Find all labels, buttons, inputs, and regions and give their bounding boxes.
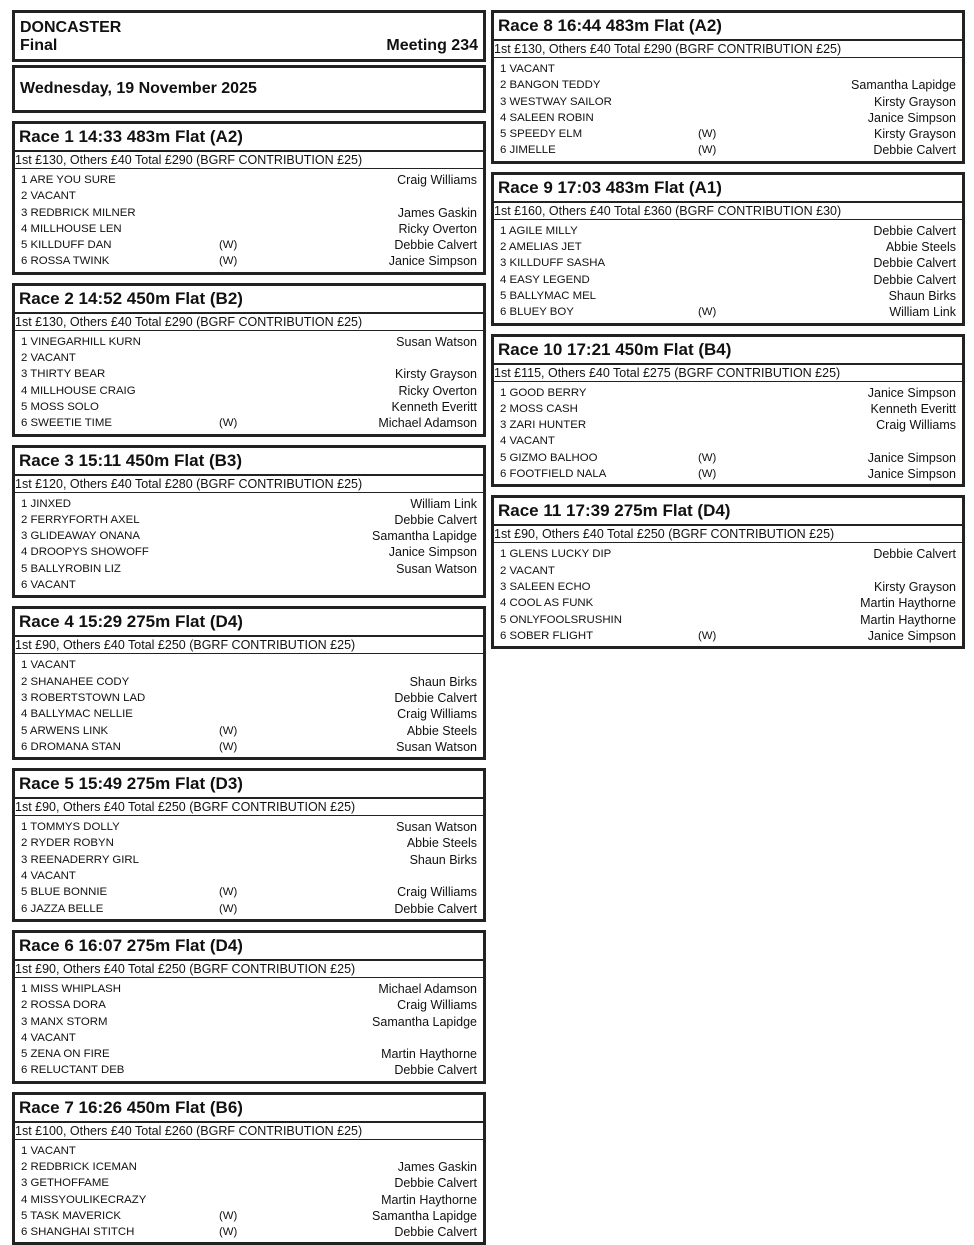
runner-trainer: Kirsty Grayson bbox=[874, 127, 956, 142]
runner-dog-name: 4 VACANT bbox=[21, 1031, 76, 1044]
runner-dog-name: 5 MOSS SOLO bbox=[21, 400, 99, 413]
runner-trainer: Abbie Steels bbox=[885, 240, 956, 255]
race-title: Race 1 14:33 483m Flat (A2) bbox=[15, 124, 483, 152]
runner-trainer: Debbie Calvert bbox=[873, 272, 956, 287]
runner-dog-name: 4 SALEEN ROBIN bbox=[500, 111, 594, 124]
runner-dog-name: 2 VACANT bbox=[500, 564, 555, 577]
runner-dog-name: 4 MILLHOUSE CRAIG bbox=[21, 384, 136, 397]
race-title: Race 4 15:29 275m Flat (D4) bbox=[15, 609, 483, 637]
runner-row bbox=[500, 401, 956, 417]
runner-row bbox=[21, 383, 477, 399]
runner-dog-name: 4 VACANT bbox=[21, 870, 76, 883]
runner-dog-name: 6 BLUEY BOY bbox=[500, 306, 574, 319]
runner-row bbox=[21, 253, 477, 269]
runner-dog-name: 4 DROOPYS SHOWOFF bbox=[21, 546, 149, 559]
runner-wide-seed: (W) bbox=[219, 1209, 238, 1222]
race-title: Race 9 17:03 483m Flat (A1) bbox=[494, 175, 962, 203]
runner-row bbox=[21, 981, 477, 997]
runner-trainer: William Link bbox=[889, 305, 956, 320]
runner-dog-name: 6 RELUCTANT DEB bbox=[21, 1064, 125, 1077]
race-prize: 1st £130, Others £40 Total £290 (BGRF CONTRIBUTION £25) bbox=[15, 314, 483, 331]
runner-trainer: Craig Williams bbox=[397, 998, 477, 1013]
runner-wide-seed: (W) bbox=[698, 468, 717, 481]
runner-dog-name: 1 ARE YOU SURE bbox=[21, 174, 116, 186]
runner-row bbox=[21, 901, 477, 917]
race-prize: 1st £120, Others £40 Total £280 (BGRF CONTRIBUTION £25) bbox=[15, 476, 483, 493]
runner-dog-name: 5 TASK MAVERICK bbox=[21, 1209, 122, 1222]
runner-dog-name: 4 COOL AS FUNK bbox=[500, 597, 594, 610]
runner-list bbox=[15, 1140, 483, 1243]
race-card bbox=[12, 121, 486, 275]
runner-dog-name: 3 KILLDUFF SASHA bbox=[500, 257, 606, 270]
race-card bbox=[12, 606, 486, 760]
runner-row bbox=[500, 466, 956, 482]
runner-trainer: Debbie Calvert bbox=[394, 901, 477, 916]
race-prize: 1st £115, Others £40 Total £275 (BGRF CONTRIBUTION £25) bbox=[494, 365, 962, 382]
race-title: Race 11 17:39 275m Flat (D4) bbox=[494, 498, 962, 526]
race-prize: 1st £160, Others £40 Total £360 (BGRF CONTRIBUTION £30) bbox=[494, 203, 962, 220]
meeting-header bbox=[12, 10, 486, 62]
runner-wide-seed: (W) bbox=[698, 128, 717, 141]
runner-wide-seed: (W) bbox=[219, 724, 238, 737]
runner-row bbox=[21, 884, 477, 900]
runner-dog-name: 4 BALLYMAC NELLIE bbox=[21, 708, 133, 721]
runner-dog-name: 3 WESTWAY SAILOR bbox=[500, 95, 612, 108]
race-prize: 1st £100, Others £40 Total £260 (BGRF CONTRIBUTION £25) bbox=[15, 1123, 483, 1140]
date-header bbox=[12, 65, 486, 113]
meeting-date: Wednesday, 19 November 2025 bbox=[20, 80, 257, 97]
runner-dog-name: 2 FERRYFORTH AXEL bbox=[21, 513, 140, 526]
runner-trainer: Samantha Lapidge bbox=[372, 1208, 477, 1223]
runner-row bbox=[500, 110, 956, 126]
runner-trainer: Debbie Calvert bbox=[873, 547, 956, 562]
card-status: Final bbox=[20, 37, 58, 54]
runner-dog-name: 3 REENADERRY GIRL bbox=[21, 853, 139, 866]
right-column bbox=[491, 10, 965, 649]
runner-dog-name: 2 VACANT bbox=[21, 352, 76, 365]
runner-dog-name: 1 VACANT bbox=[21, 1144, 76, 1157]
runner-row bbox=[500, 142, 956, 158]
runner-dog-name: 3 ZARI HUNTER bbox=[500, 419, 587, 432]
race-title: Race 3 15:11 450m Flat (B3) bbox=[15, 448, 483, 476]
runner-row bbox=[21, 221, 477, 237]
runner-dog-name: 5 ARWENS LINK bbox=[21, 724, 109, 737]
runner-dog-name: 6 SHANGHAI STITCH bbox=[21, 1226, 135, 1239]
race-title: Race 10 17:21 450m Flat (B4) bbox=[494, 337, 962, 365]
runner-row bbox=[21, 657, 477, 673]
runner-dog-name: 4 MISSYOULIKECRAZY bbox=[21, 1193, 147, 1206]
runner-row bbox=[500, 579, 956, 595]
runner-row bbox=[500, 77, 956, 93]
runner-row bbox=[500, 612, 956, 628]
runner-row bbox=[21, 1208, 477, 1224]
runner-row bbox=[21, 1143, 477, 1159]
runner-row bbox=[21, 1062, 477, 1078]
runner-trainer: Michael Adamson bbox=[378, 416, 477, 431]
runner-row bbox=[500, 272, 956, 288]
race-prize: 1st £90, Others £40 Total £250 (BGRF CONTRIBUTION £25) bbox=[15, 637, 483, 654]
runner-list bbox=[15, 331, 483, 434]
runner-dog-name: 3 GLIDEAWAY ONANA bbox=[21, 530, 140, 543]
runner-dog-name: 6 FOOTFIELD NALA bbox=[500, 468, 607, 481]
runner-dog-name: 6 ROSSA TWINK bbox=[21, 255, 110, 268]
runner-trainer: Samantha Lapidge bbox=[372, 529, 477, 544]
runner-list bbox=[15, 978, 483, 1081]
runner-wide-seed: (W) bbox=[698, 629, 717, 642]
runner-row bbox=[500, 126, 956, 142]
runner-trainer: Craig Williams bbox=[397, 707, 477, 722]
runner-row bbox=[500, 595, 956, 611]
runner-row bbox=[500, 288, 956, 304]
runner-row bbox=[21, 739, 477, 755]
runner-dog-name: 1 MISS WHIPLASH bbox=[21, 982, 122, 995]
runner-wide-seed: (W) bbox=[219, 417, 238, 430]
runner-trainer: Shaun Birks bbox=[888, 288, 956, 303]
runner-row bbox=[500, 417, 956, 433]
runner-wide-seed: (W) bbox=[219, 902, 238, 915]
runner-row bbox=[21, 415, 477, 431]
runner-dog-name: 3 MANX STORM bbox=[21, 1015, 108, 1028]
runner-row bbox=[500, 94, 956, 110]
runner-dog-name: 6 SWEETIE TIME bbox=[21, 417, 112, 430]
runner-dog-name: 3 SALEEN ECHO bbox=[500, 580, 591, 593]
runner-dog-name: 2 RYDER ROBYN bbox=[21, 837, 114, 850]
runner-row bbox=[21, 544, 477, 560]
runner-row bbox=[21, 1159, 477, 1175]
runner-trainer: Kenneth Everitt bbox=[870, 401, 956, 416]
runner-trainer: Debbie Calvert bbox=[873, 256, 956, 271]
runner-trainer: Martin Haythorne bbox=[381, 1047, 477, 1062]
runner-row bbox=[500, 239, 956, 255]
runner-dog-name: 1 VACANT bbox=[500, 63, 555, 75]
runner-trainer: Ricky Overton bbox=[398, 221, 477, 236]
runner-dog-name: 4 VACANT bbox=[500, 435, 555, 448]
race-card bbox=[491, 10, 965, 164]
race-title: Race 7 16:26 450m Flat (B6) bbox=[15, 1095, 483, 1123]
runner-trainer: Samantha Lapidge bbox=[372, 1014, 477, 1029]
race-prize: 1st £90, Others £40 Total £250 (BGRF CONTRIBUTION £25) bbox=[494, 526, 962, 543]
runner-row bbox=[500, 563, 956, 579]
runner-dog-name: 1 VACANT bbox=[21, 659, 76, 672]
runner-dog-name: 2 ROSSA DORA bbox=[21, 999, 106, 1012]
runner-dog-name: 4 EASY LEGEND bbox=[500, 273, 590, 286]
runner-row bbox=[21, 512, 477, 528]
runner-row bbox=[21, 350, 477, 366]
race-card bbox=[491, 495, 965, 649]
race-title: Race 8 16:44 483m Flat (A2) bbox=[494, 13, 962, 41]
runner-dog-name: 1 GLENS LUCKY DIP bbox=[500, 548, 612, 561]
runner-dog-name: 3 GETHOFFAME bbox=[21, 1177, 109, 1190]
runner-row bbox=[21, 366, 477, 382]
runner-trainer: Susan Watson bbox=[396, 739, 477, 754]
runner-row bbox=[21, 706, 477, 722]
runner-dog-name: 2 REDBRICK ICEMAN bbox=[21, 1160, 137, 1173]
race-title: Race 6 16:07 275m Flat (D4) bbox=[15, 933, 483, 961]
runner-trainer: Kirsty Grayson bbox=[395, 367, 477, 382]
runner-list bbox=[494, 382, 962, 485]
runner-trainer: Kirsty Grayson bbox=[874, 94, 956, 109]
runner-trainer: Susan Watson bbox=[396, 820, 477, 835]
runner-row bbox=[21, 868, 477, 884]
runner-wide-seed: (W) bbox=[219, 886, 238, 899]
runner-trainer: Janice Simpson bbox=[388, 545, 477, 560]
runner-row bbox=[21, 690, 477, 706]
race-card bbox=[491, 334, 965, 488]
meeting-number: Meeting 234 bbox=[386, 37, 478, 54]
runner-list bbox=[15, 169, 483, 272]
runner-trainer: Janice Simpson bbox=[388, 254, 477, 269]
right-race-list bbox=[491, 10, 965, 649]
runner-row bbox=[500, 450, 956, 466]
runner-dog-name: 2 VACANT bbox=[21, 190, 76, 203]
runner-dog-name: 6 VACANT bbox=[21, 579, 76, 592]
race-prize: 1st £130, Others £40 Total £290 (BGRF CONTRIBUTION £25) bbox=[15, 152, 483, 169]
runner-trainer: Shaun Birks bbox=[409, 852, 477, 867]
runner-row bbox=[21, 997, 477, 1013]
runner-trainer: Samantha Lapidge bbox=[851, 78, 956, 93]
runner-trainer: William Link bbox=[410, 496, 477, 511]
runner-row bbox=[21, 172, 477, 188]
runner-dog-name: 5 BALLYROBIN LIZ bbox=[21, 562, 121, 575]
runner-trainer: Janice Simpson bbox=[867, 110, 956, 125]
runner-dog-name: 5 KILLDUFF DAN bbox=[21, 239, 112, 252]
runner-row bbox=[500, 223, 956, 239]
runner-dog-name: 6 DROMANA STAN bbox=[21, 740, 121, 753]
runner-trainer: Debbie Calvert bbox=[394, 1225, 477, 1240]
runner-trainer: Kirsty Grayson bbox=[874, 579, 956, 594]
runner-dog-name: 3 ROBERTSTOWN LAD bbox=[21, 691, 146, 704]
runner-row bbox=[21, 819, 477, 835]
left-race-list bbox=[12, 121, 486, 1245]
runner-row bbox=[21, 334, 477, 350]
race-card bbox=[12, 283, 486, 437]
runner-dog-name: 2 BANGON TEDDY bbox=[500, 79, 601, 92]
runner-dog-name: 2 MOSS CASH bbox=[500, 402, 578, 415]
race-prize: 1st £90, Others £40 Total £250 (BGRF CONTRIBUTION £25) bbox=[15, 799, 483, 816]
runner-list bbox=[494, 220, 962, 323]
race-prize: 1st £90, Others £40 Total £250 (BGRF CONTRIBUTION £25) bbox=[15, 961, 483, 978]
runner-row bbox=[21, 188, 477, 204]
runner-trainer: Debbie Calvert bbox=[394, 690, 477, 705]
runner-dog-name: 3 THIRTY BEAR bbox=[21, 368, 106, 381]
runner-dog-name: 5 SPEEDY ELM bbox=[500, 128, 583, 141]
runner-trainer: Martin Haythorne bbox=[381, 1192, 477, 1207]
runner-row bbox=[500, 433, 956, 449]
runner-row bbox=[500, 385, 956, 401]
runner-trainer: Debbie Calvert bbox=[394, 1063, 477, 1078]
runner-row bbox=[21, 577, 477, 593]
runner-dog-name: 5 BLUE BONNIE bbox=[21, 886, 108, 899]
runner-trainer: Abbie Steels bbox=[406, 836, 477, 851]
race-card bbox=[491, 172, 965, 326]
runner-dog-name: 6 JAZZA BELLE bbox=[21, 902, 104, 915]
left-column bbox=[12, 10, 486, 1245]
runner-trainer: Craig Williams bbox=[397, 173, 477, 187]
runner-trainer: Janice Simpson bbox=[867, 450, 956, 465]
race-card bbox=[12, 768, 486, 922]
race-title: Race 2 14:52 450m Flat (B2) bbox=[15, 286, 483, 314]
runner-wide-seed: (W) bbox=[219, 740, 238, 753]
runner-row bbox=[21, 1014, 477, 1030]
runner-dog-name: 5 GIZMO BALHOO bbox=[500, 451, 598, 464]
race-title: Race 5 15:49 275m Flat (D3) bbox=[15, 771, 483, 799]
runner-dog-name: 5 BALLYMAC MEL bbox=[500, 289, 597, 302]
runner-trainer: James Gaskin bbox=[397, 205, 477, 220]
runner-row bbox=[500, 304, 956, 320]
race-prize: 1st £130, Others £40 Total £290 (BGRF CONTRIBUTION £25) bbox=[494, 41, 962, 58]
venue-name: DONCASTER bbox=[20, 19, 122, 36]
race-card bbox=[12, 1092, 486, 1245]
runner-row bbox=[21, 1030, 477, 1046]
runner-row bbox=[21, 1224, 477, 1240]
runner-dog-name: 2 SHANAHEE CODY bbox=[21, 675, 130, 688]
runner-trainer: Craig Williams bbox=[876, 418, 956, 433]
runner-trainer: Ricky Overton bbox=[398, 383, 477, 398]
runner-trainer: Martin Haythorne bbox=[860, 612, 956, 627]
runner-trainer: Martin Haythorne bbox=[860, 596, 956, 611]
runner-wide-seed: (W) bbox=[698, 451, 717, 464]
runner-trainer: Debbie Calvert bbox=[394, 512, 477, 527]
runner-row bbox=[21, 528, 477, 544]
runner-dog-name: 5 ONLYFOOLSRUSHIN bbox=[500, 613, 622, 626]
runner-row bbox=[21, 723, 477, 739]
runner-trainer: Janice Simpson bbox=[867, 385, 956, 400]
runner-dog-name: 1 GOOD BERRY bbox=[500, 386, 587, 399]
runner-trainer: Abbie Steels bbox=[406, 723, 477, 738]
runner-wide-seed: (W) bbox=[219, 1226, 238, 1239]
runner-list bbox=[15, 493, 483, 596]
race-card bbox=[12, 930, 486, 1084]
runner-wide-seed: (W) bbox=[219, 239, 238, 252]
runner-list bbox=[494, 543, 962, 646]
runner-dog-name: 6 SOBER FLIGHT bbox=[500, 629, 594, 642]
runner-trainer: Debbie Calvert bbox=[873, 223, 956, 238]
runner-dog-name: 3 REDBRICK MILNER bbox=[21, 206, 136, 219]
runner-wide-seed: (W) bbox=[698, 306, 717, 319]
runner-row bbox=[21, 205, 477, 221]
runner-row bbox=[21, 496, 477, 512]
race-card bbox=[12, 445, 486, 599]
runner-row bbox=[21, 1046, 477, 1062]
runner-dog-name: 2 AMELIAS JET bbox=[500, 241, 582, 254]
runner-dog-name: 1 TOMMYS DOLLY bbox=[21, 821, 120, 834]
runner-row bbox=[21, 561, 477, 577]
runner-list bbox=[15, 654, 483, 757]
runner-list bbox=[15, 816, 483, 919]
runner-trainer: Debbie Calvert bbox=[394, 238, 477, 253]
runner-dog-name: 6 JIMELLE bbox=[500, 144, 556, 157]
runner-list bbox=[494, 58, 962, 161]
runner-trainer: James Gaskin bbox=[397, 1159, 477, 1174]
runner-trainer: Debbie Calvert bbox=[394, 1176, 477, 1191]
runner-row bbox=[500, 61, 956, 77]
runner-dog-name: 1 AGILE MILLY bbox=[500, 224, 578, 237]
runner-trainer: Kenneth Everitt bbox=[391, 399, 477, 414]
runner-row bbox=[21, 852, 477, 868]
runner-row bbox=[21, 399, 477, 415]
runner-trainer: Debbie Calvert bbox=[873, 143, 956, 158]
runner-dog-name: 4 MILLHOUSE LEN bbox=[21, 222, 122, 235]
runner-dog-name: 5 ZENA ON FIRE bbox=[21, 1048, 110, 1061]
runner-trainer: Susan Watson bbox=[396, 334, 477, 349]
runner-trainer: Susan Watson bbox=[396, 561, 477, 576]
runner-row bbox=[21, 237, 477, 253]
runner-trainer: Craig Williams bbox=[397, 885, 477, 900]
runner-trainer: Shaun Birks bbox=[409, 674, 477, 689]
runner-dog-name: 1 JINXED bbox=[21, 497, 72, 510]
runner-row bbox=[500, 628, 956, 644]
runner-wide-seed: (W) bbox=[698, 144, 717, 157]
runner-trainer: Michael Adamson bbox=[378, 981, 477, 996]
runner-row bbox=[500, 255, 956, 271]
runner-trainer: Janice Simpson bbox=[867, 467, 956, 482]
runner-trainer: Janice Simpson bbox=[867, 628, 956, 643]
runner-row bbox=[500, 546, 956, 562]
runner-row bbox=[21, 835, 477, 851]
runner-row bbox=[21, 1175, 477, 1191]
runner-dog-name: 1 VINEGARHILL KURN bbox=[21, 335, 141, 348]
runner-row bbox=[21, 674, 477, 690]
runner-wide-seed: (W) bbox=[219, 255, 238, 268]
